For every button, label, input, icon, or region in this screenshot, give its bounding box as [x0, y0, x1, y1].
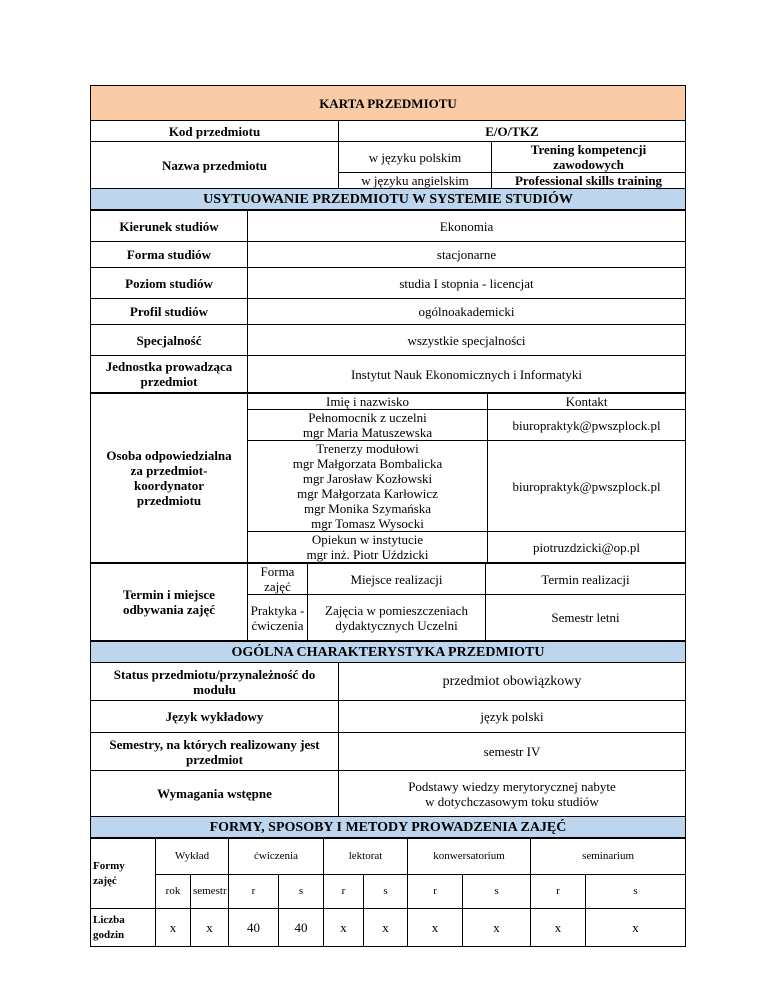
sub-header: r [229, 875, 279, 909]
hours-cell: x [408, 909, 463, 947]
hours-cell: x [324, 909, 364, 947]
course-code-label: Kod przedmiotu [91, 121, 339, 142]
col-place-header: Miejsce realizacji [308, 564, 486, 595]
field-label: Kierunek studiów [91, 211, 248, 242]
coordinator-table [90, 393, 686, 563]
coordinator-group-3-contact[interactable]: piotruzdzicki@op.pl [488, 532, 686, 563]
forms-table [90, 838, 686, 947]
profile-value: ogólnoakademicki [248, 299, 686, 325]
coordinator-label: Osoba odpowiedzialna za przedmiot- koordynator przedmiotu [91, 394, 248, 563]
forms-label: Formy zajęć [91, 839, 156, 909]
field-value: Ekonomia [248, 211, 686, 242]
coordinator-group-1-contact[interactable]: biuropraktyk@pwszplock.pl [488, 410, 686, 441]
col-name-header: Imię i nazwisko [248, 394, 488, 410]
requirements-label: Wymagania wstępne [91, 771, 339, 817]
sub-header: rok [156, 875, 191, 909]
col-form-header: Forma zajęć [248, 564, 308, 595]
section-placement-title: USYTUOWANIE PRZEDMIOTU W SYSTEMIE STUDIÓW [91, 189, 686, 210]
course-name-label: Nazwa przedmiotu [91, 142, 339, 189]
section-general-title: OGÓLNA CHARAKTERYSTYKA PRZEDMIOTU [91, 642, 686, 663]
hours-cell: x [364, 909, 408, 947]
specialty-value: wszystkie specjalności [248, 325, 686, 356]
coordinator-group-2: Trenerzy modułowi mgr Małgorzata Bombalicka mgr Jarosław Kozłowski mgr Małgorzata Karłowicz mgr Monika Szymańska mgr Tomasz Wysocki [248, 441, 488, 532]
name-en-label: w języku angielskim [339, 173, 492, 189]
language-value: język polski [339, 701, 686, 733]
coordinator-group-2-contact[interactable]: biuropraktyk@pwszplock.pl [488, 441, 686, 532]
sub-header: semestr [191, 875, 229, 909]
hours-cell: x [463, 909, 531, 947]
section-forms-title: FORMY, SPOSOBY I METODY PROWADZENIA ZAJĘĆ [91, 817, 686, 838]
sub-header: r [408, 875, 463, 909]
schedule-table [90, 563, 686, 641]
coordinator-group-3: Opiekun w instytucie mgr inż. Piotr Uździcki [248, 532, 488, 563]
level-label: Poziom studiów [91, 268, 248, 299]
col-term-header: Termin realizacji [486, 564, 686, 595]
specialty-label: Specjalność [91, 325, 248, 356]
name-en-value: Professional skills training [492, 173, 686, 189]
type-lecture: Wykład [156, 839, 229, 875]
type-language: lektorat [324, 839, 408, 875]
general-table [90, 641, 686, 838]
hours-cell: 40 [279, 909, 324, 947]
semesters-label: Semestry, na których realizowany jest przedmiot [91, 733, 339, 771]
class-form-value: Praktyka - ćwiczenia [248, 595, 308, 641]
course-header-table [90, 85, 686, 210]
coordinator-group-1: Pełnomocnik z uczelni mgr Maria Matuszewska [248, 410, 488, 441]
type-seminar: seminarium [531, 839, 686, 875]
level-value: studia I stopnia - licencjat [248, 268, 686, 299]
hours-cell: x [191, 909, 229, 947]
unit-value: Instytut Nauk Ekonomicznych i Informatyki [248, 356, 686, 393]
schedule-label: Termin i miejsce odbywania zajęć [91, 564, 248, 641]
name-pl-label: w języku polskim [339, 142, 492, 173]
hours-cell: x [531, 909, 586, 947]
placement-table [90, 210, 686, 393]
sub-header: s [586, 875, 686, 909]
hours-cell: x [586, 909, 686, 947]
profile-label: Profil studiów [91, 299, 248, 325]
semesters-value: semestr IV [339, 733, 686, 771]
class-place-value: Zajęcia w pomieszczeniach dydaktycznych Uczelni [308, 595, 486, 641]
sub-header: r [531, 875, 586, 909]
status-value: przedmiot obowiązkowy [339, 663, 686, 701]
sub-header: s [463, 875, 531, 909]
course-card [90, 85, 685, 947]
course-code-value: E/O/TKZ [339, 121, 686, 142]
hours-cell: 40 [229, 909, 279, 947]
name-pl-value: Trening kompetencji zawodowych [492, 142, 686, 173]
status-label: Status przedmiotu/przynależność do modułu [91, 663, 339, 701]
card-title: KARTA PRZEDMIOTU [91, 86, 686, 121]
form-value: stacjonarne [248, 242, 686, 268]
sub-header: s [364, 875, 408, 909]
hours-cell: x [156, 909, 191, 947]
unit-label: Jednostka prowadząca przedmiot [91, 356, 248, 393]
requirements-value: Podstawy wiedzy merytorycznej nabyte w dotychczasowym toku studiów [339, 771, 686, 817]
class-term-value: Semestr letni [486, 595, 686, 641]
type-exercises: ćwiczenia [229, 839, 324, 875]
language-label: Język wykładowy [91, 701, 339, 733]
form-label: Forma studiów [91, 242, 248, 268]
sub-header: r [324, 875, 364, 909]
sub-header: s [279, 875, 324, 909]
col-contact-header: Kontakt [488, 394, 686, 410]
type-conversation: konwersatorium [408, 839, 531, 875]
hours-label: Liczba godzin [91, 909, 156, 947]
